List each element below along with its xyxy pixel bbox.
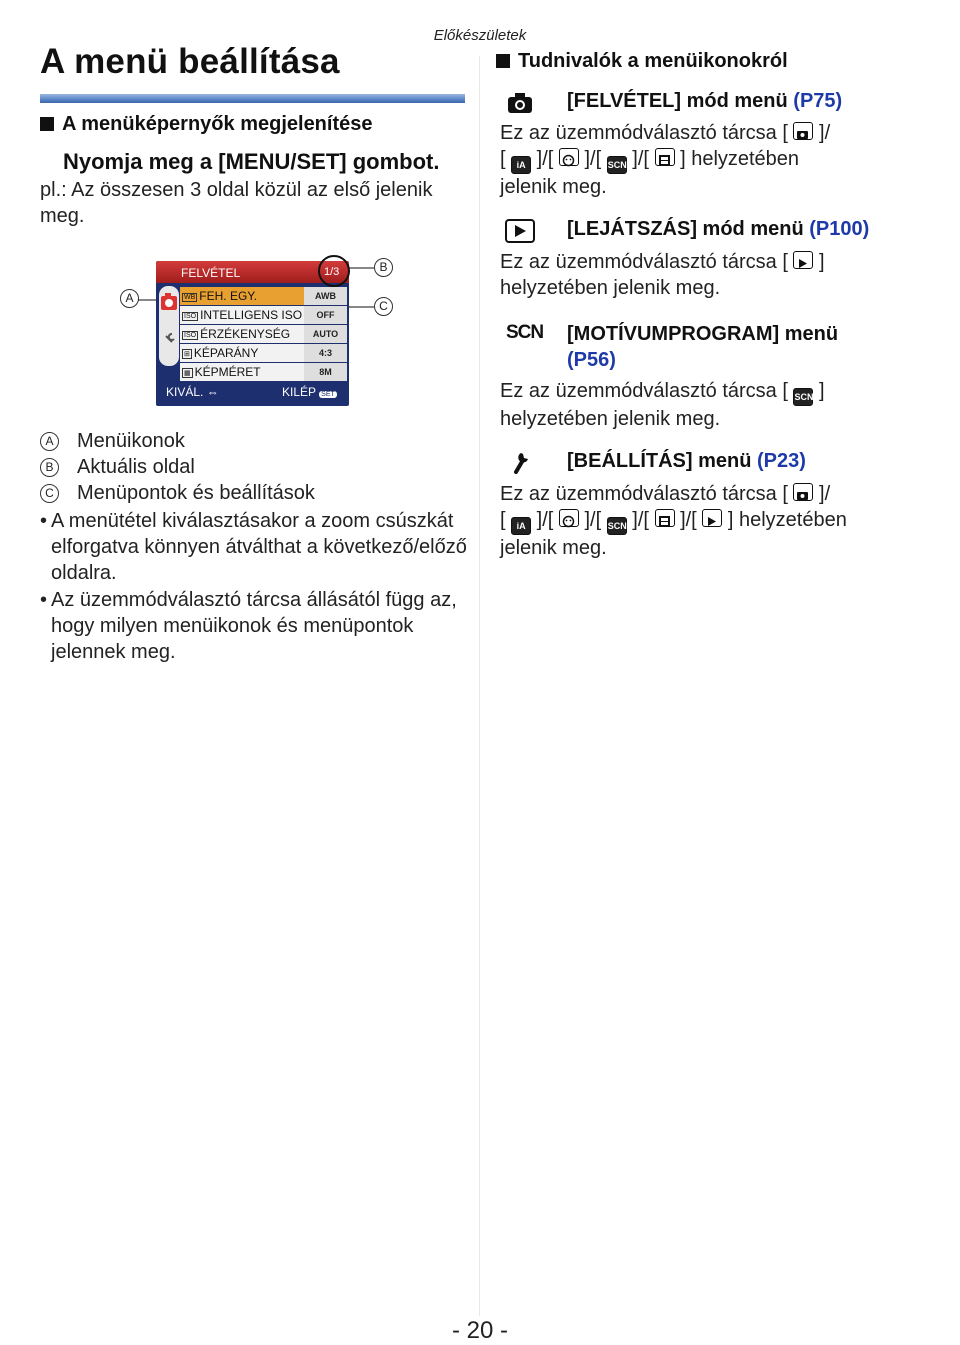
row-value: AWB	[304, 287, 347, 305]
subheading-text: A menüképernyők megjelenítése	[62, 113, 373, 135]
heading-text: [FELVÉTEL] mód menü	[567, 90, 788, 112]
subheading-menu-icons	[496, 50, 788, 73]
playback-mode-icon	[702, 509, 722, 527]
row-label: KÉPMÉRET	[194, 365, 261, 379]
square-bullet-icon	[40, 117, 54, 131]
menu-set-icon: SET	[321, 391, 335, 398]
arrows-icon: ⇔	[206, 385, 219, 399]
camera-icon	[507, 92, 535, 114]
camera-mode-icon	[793, 122, 813, 140]
example-text: pl.: Az összesen 3 oldal közül az első jelenik meg.	[40, 179, 433, 227]
page-ref-link[interactable]: (P100)	[809, 218, 870, 240]
footer-exit-label: KILÉP	[282, 385, 316, 399]
row-label: ÉRZÉKENYSÉG	[200, 327, 291, 341]
intelligent-auto-icon: iA	[511, 156, 531, 174]
bullet-text: Az üzemmódválasztó tárcsa állásától függ az, hogy milyen menüikonok és menüpontok jelennek meg.	[51, 589, 457, 663]
playback-menu-heading	[567, 218, 869, 241]
legend-item	[40, 430, 185, 453]
bracket-text: ]/	[819, 122, 831, 144]
marker-b-label: B	[374, 258, 393, 277]
row-label: FEH. EGY.	[199, 289, 258, 303]
screen-row	[180, 363, 347, 381]
screen-title: FELVÉTEL	[181, 266, 241, 280]
motion-picture-icon	[655, 148, 675, 166]
camera-mode-icon	[793, 483, 813, 501]
page-number: - 20 -	[451, 1317, 508, 1344]
playback-icon	[505, 219, 535, 243]
screen-row	[180, 306, 347, 324]
square-bullet-icon	[496, 54, 510, 68]
desc-text: helyzetében jelenik meg.	[500, 277, 721, 299]
page-ref-link[interactable]: (P75)	[793, 90, 843, 112]
scene-menu-heading	[567, 321, 838, 373]
bullet-item: • A menütétel kiválasztásakor a zoom csúszkát elforgatva könnyen átválthat a következő/előző oldalra.	[40, 508, 470, 586]
iso-icon: ISO	[184, 332, 197, 339]
instruction: Nyomja meg a [MENU/SET] gombot.	[63, 149, 440, 174]
picture-size-icon: ▦	[184, 370, 191, 377]
desc-text: ] helyzetében	[680, 148, 800, 170]
heading-text: [MOTÍVUMPROGRAM] menü	[567, 323, 839, 345]
playback-mode-icon	[793, 251, 813, 269]
scene-menu-desc	[500, 378, 940, 432]
camera-and-wrench-icon	[159, 286, 179, 366]
face-mode-icon	[559, 148, 579, 166]
screen-row	[180, 344, 347, 362]
legend-text: Menüpontok és beállítások	[77, 482, 315, 504]
bullet-item: • Az üzemmódválasztó tárcsa állásától függ az, hogy milyen menüikonok és menüpontok jelennek meg.	[40, 587, 470, 665]
heading-text: [LEJÁTSZÁS] mód menü	[567, 218, 804, 240]
desc-text: Ez az üzemmódválasztó tárcsa [	[500, 380, 788, 402]
marker-a-label: A	[120, 289, 139, 308]
row-value: AUTO	[304, 325, 347, 343]
legend-marker: C	[40, 484, 59, 503]
desc-text: jelenik meg.	[500, 537, 607, 559]
screen-row	[180, 325, 347, 343]
scn-mode-icon: SCN	[793, 388, 813, 406]
screen-footer-select	[166, 385, 219, 399]
screen-row	[180, 287, 347, 305]
legend-marker: B	[40, 458, 59, 477]
row-value: 8M	[304, 363, 347, 381]
row-label: KÉPARÁNY	[193, 346, 259, 360]
row-value: 4:3	[304, 344, 347, 362]
screen-footer-exit	[282, 385, 337, 399]
setup-menu-heading	[567, 450, 806, 473]
bracket-text: ]/	[819, 483, 831, 505]
bracket-text: ]	[819, 380, 825, 402]
wb-icon: WB	[184, 294, 196, 301]
iso-icon: ISO	[184, 313, 197, 320]
subheading-menu-display	[40, 113, 373, 136]
desc-text: Ez az üzemmódválasztó tárcsa [	[500, 122, 788, 144]
row-label: INTELLIGENS ISO	[200, 308, 303, 322]
heading-text: [BEÁLLÍTÁS] menü	[567, 450, 752, 472]
marker-c-label: C	[374, 297, 393, 316]
desc-text: helyzetében jelenik meg.	[500, 408, 721, 430]
face-mode-icon	[559, 509, 579, 527]
subheading-text: Tudnivalók a menüikonokról	[518, 50, 788, 72]
legend-text: Menüikonok	[77, 430, 185, 452]
page-title: A menü beállítása	[40, 42, 340, 81]
legend-marker: A	[40, 432, 59, 451]
row-value: OFF	[304, 306, 347, 324]
scn-icon: SCN	[506, 322, 544, 343]
menu-icons-strip	[159, 286, 179, 366]
screen-page-indicator: 1/3	[324, 266, 340, 278]
footer-select-label: KIVÁL.	[166, 385, 204, 399]
rec-menu-heading	[567, 90, 842, 113]
column-divider	[479, 56, 480, 1316]
wrench-icon	[510, 450, 532, 474]
desc-text: Ez az üzemmódválasztó tárcsa [	[500, 483, 788, 505]
marker-a	[120, 289, 139, 309]
scn-mode-icon: SCN	[607, 517, 627, 535]
playback-menu-desc	[500, 249, 940, 301]
camera-menu-screen	[156, 261, 349, 406]
section-label: Előkészületek	[433, 27, 527, 44]
intelligent-auto-icon: iA	[511, 517, 531, 535]
bullet-text: A menütétel kiválasztásakor a zoom csúszkát elforgatva könnyen átválthat a következő/előző oldalra.	[51, 510, 467, 584]
desc-text: ] helyzetében	[727, 509, 847, 531]
motion-picture-icon	[655, 509, 675, 527]
page-ref-link[interactable]: (P56)	[567, 349, 616, 371]
legend-item	[40, 456, 195, 479]
setup-menu-desc: Ez az üzemmódválasztó tárcsa [ ]/ [ iA ]/[ ]/[ SCN ]/[ ]/[ ] helyzetében jelenik meg.	[500, 481, 940, 561]
scn-mode-icon: SCN	[607, 156, 627, 174]
title-underline-bar	[40, 94, 465, 103]
legend-text: Aktuális oldal	[77, 456, 195, 478]
aspect-ratio-icon: ⊞	[184, 351, 190, 358]
rec-menu-desc: Ez az üzemmódválasztó tárcsa [ ]/ [ iA ]/[ ]/[ SCN ]/[ ] helyzetében jelenik meg.	[500, 120, 940, 200]
page-ref-link[interactable]: (P23)	[757, 450, 806, 472]
page-indicator-highlight	[318, 255, 350, 287]
desc-text: jelenik meg.	[500, 176, 607, 198]
legend-item	[40, 482, 315, 505]
bracket-text: ]	[819, 251, 825, 273]
desc-text: Ez az üzemmódválasztó tárcsa [	[500, 251, 788, 273]
